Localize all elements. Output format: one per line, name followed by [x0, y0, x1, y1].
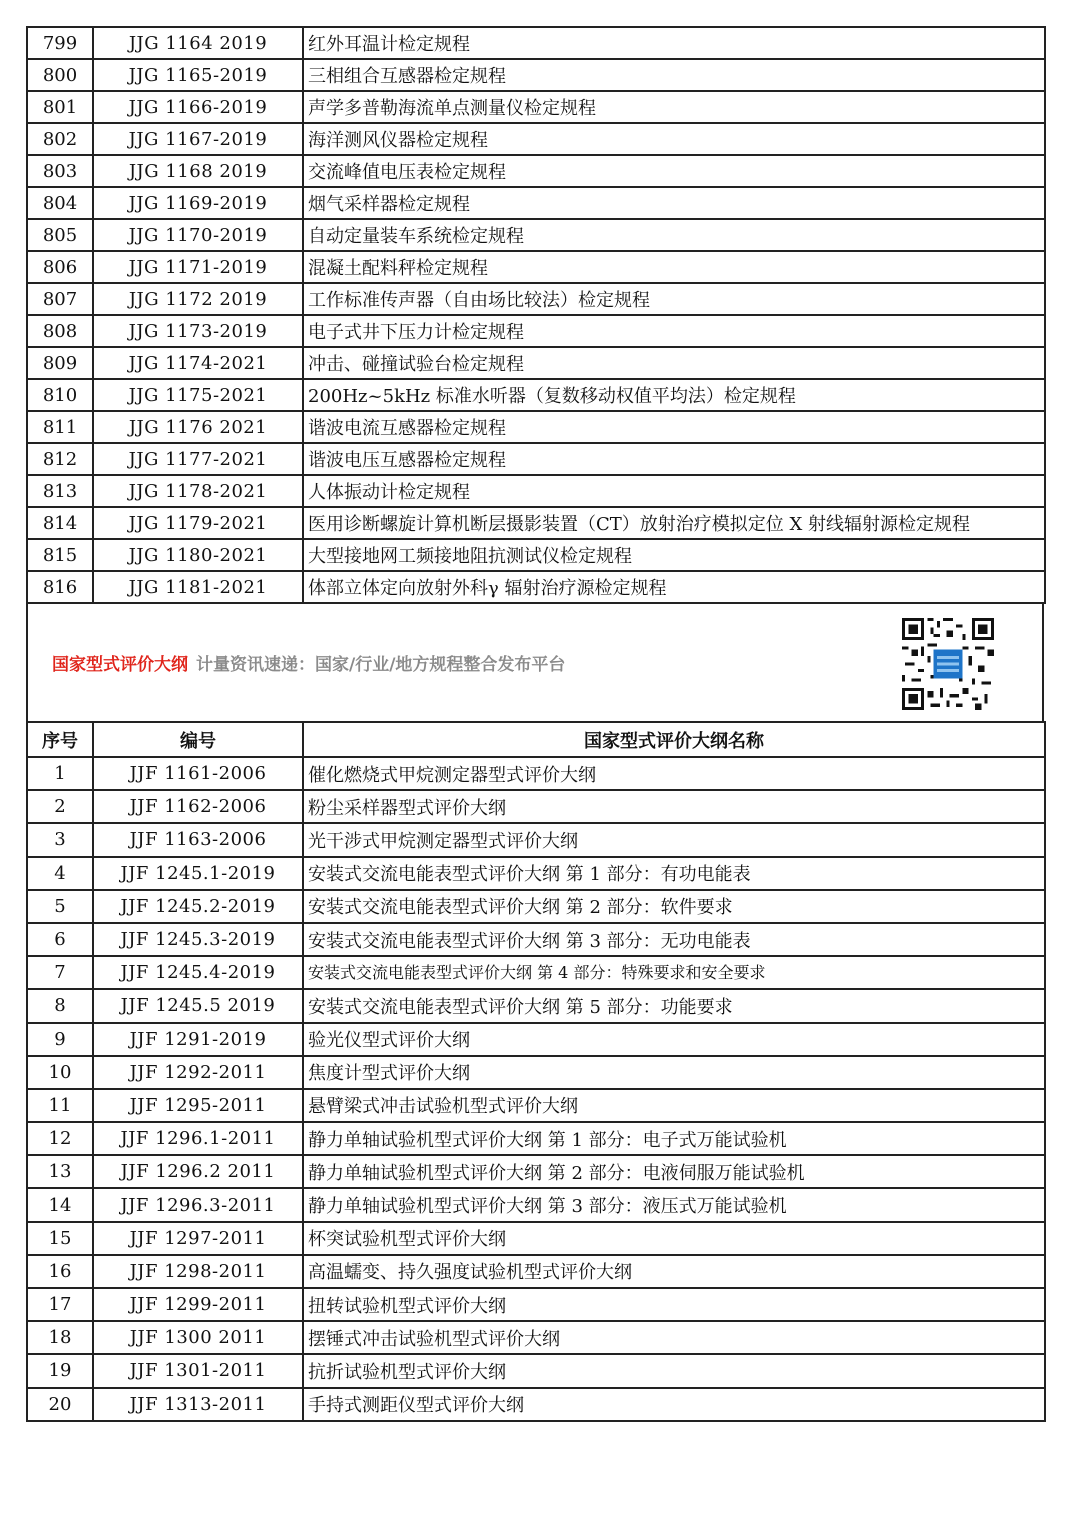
standard-name: 谐波电压互感器检定规程 — [303, 443, 1045, 475]
standard-code: JJF 1245.4-2019 — [93, 956, 303, 989]
row-number: 20 — [27, 1388, 93, 1421]
table-row — [27, 1354, 1045, 1387]
standard-name: 体部立体定向放射外科γ 辐射治疗源检定规程 — [303, 571, 1045, 603]
standard-name: 静力单轴试验机型式评价大纲 第 3 部分：液压式万能试验机 — [303, 1188, 1045, 1221]
row-number: 6 — [27, 923, 93, 956]
standard-name: 验光仪型式评价大纲 — [303, 1023, 1045, 1056]
row-number: 5 — [27, 890, 93, 923]
standard-code: JJG 1171-2019 — [93, 251, 303, 283]
row-number: 813 — [27, 475, 93, 507]
row-number: 14 — [27, 1188, 93, 1221]
standard-code: JJG 1166-2019 — [93, 91, 303, 123]
standard-name: 焦度计型式评价大纲 — [303, 1056, 1045, 1089]
standard-code: JJF 1297-2011 — [93, 1222, 303, 1255]
table-row — [27, 59, 1045, 91]
standard-code: JJF 1296.2 2011 — [93, 1155, 303, 1188]
standard-name: 烟气采样器检定规程 — [303, 187, 1045, 219]
standard-code: JJG 1180-2021 — [93, 539, 303, 571]
standard-name: 抗折试验机型式评价大纲 — [303, 1354, 1045, 1387]
table-row — [27, 443, 1045, 475]
standard-code: JJG 1168 2019 — [93, 155, 303, 187]
standard-name: 粉尘采样器型式评价大纲 — [303, 790, 1045, 823]
table-row — [27, 1288, 1045, 1321]
standard-name: 催化燃烧式甲烷测定器型式评价大纲 — [303, 757, 1045, 790]
row-number: 805 — [27, 219, 93, 251]
row-number: 815 — [27, 539, 93, 571]
standard-code: JJF 1296.1-2011 — [93, 1122, 303, 1155]
standard-code: JJF 1301-2011 — [93, 1354, 303, 1387]
row-number: 806 — [27, 251, 93, 283]
standard-name: 安装式交流电能表型式评价大纲 第 5 部分：功能要求 — [303, 989, 1045, 1022]
table-row — [27, 1023, 1045, 1056]
standard-name: 声学多普勒海流单点测量仪检定规程 — [303, 91, 1045, 123]
standard-name: 安装式交流电能表型式评价大纲 第 3 部分：无功电能表 — [303, 923, 1045, 956]
standard-code: JJG 1176 2021 — [93, 411, 303, 443]
standard-name: 摆锤式冲击试验机型式评价大纲 — [303, 1321, 1045, 1354]
table-row — [27, 379, 1045, 411]
standard-code: JJG 1175-2021 — [93, 379, 303, 411]
standard-code: JJG 1169-2019 — [93, 187, 303, 219]
regulation-table — [26, 26, 1046, 604]
table-row — [27, 539, 1045, 571]
standard-code: JJG 1178-2021 — [93, 475, 303, 507]
table-row — [27, 123, 1045, 155]
standard-code: JJF 1298-2011 — [93, 1255, 303, 1288]
standard-code: JJG 1164 2019 — [93, 27, 303, 59]
table-row — [27, 187, 1045, 219]
table-row — [27, 890, 1045, 923]
banner-subtitle: 计量资讯速递：国家/行业/地方规程整合发布平台 — [196, 655, 566, 675]
table-row — [27, 507, 1045, 539]
row-number: 10 — [27, 1056, 93, 1089]
standard-name: 安装式交流电能表型式评价大纲 第 4 部分：特殊要求和安全要求 — [303, 956, 1045, 989]
standard-code: JJG 1174-2021 — [93, 347, 303, 379]
table-row — [27, 219, 1045, 251]
standard-code: JJF 1161-2006 — [93, 757, 303, 790]
standard-code: JJF 1245.2-2019 — [93, 890, 303, 923]
standard-code: JJF 1162-2006 — [93, 790, 303, 823]
standard-code: JJF 1245.3-2019 — [93, 923, 303, 956]
row-number: 7 — [27, 956, 93, 989]
standard-code: JJF 1292-2011 — [93, 1056, 303, 1089]
table-row — [27, 155, 1045, 187]
table-row — [27, 1056, 1045, 1089]
standard-code: JJG 1165-2019 — [93, 59, 303, 91]
row-number: 12 — [27, 1122, 93, 1155]
row-number: 810 — [27, 379, 93, 411]
table-row — [27, 283, 1045, 315]
table-row — [27, 251, 1045, 283]
table-row — [27, 315, 1045, 347]
type-evaluation-table — [26, 721, 1046, 1422]
standard-name: 静力单轴试验机型式评价大纲 第 1 部分：电子式万能试验机 — [303, 1122, 1045, 1155]
header-no: 序号 — [27, 722, 93, 757]
table-row — [27, 823, 1045, 856]
standard-name: 200Hz~5kHz 标准水听器（复数移动权值平均法）检定规程 — [303, 379, 1045, 411]
row-number: 18 — [27, 1321, 93, 1354]
standard-name: 杯突试验机型式评价大纲 — [303, 1222, 1045, 1255]
table-row — [27, 1188, 1045, 1221]
row-number: 17 — [27, 1288, 93, 1321]
header-code: 编号 — [93, 722, 303, 757]
table-row — [27, 1089, 1045, 1122]
standard-code: JJG 1167-2019 — [93, 123, 303, 155]
standard-code: JJF 1296.3-2011 — [93, 1188, 303, 1221]
table-row — [27, 1388, 1045, 1421]
row-number: 814 — [27, 507, 93, 539]
standard-name: 混凝土配料秤检定规程 — [303, 251, 1045, 283]
table-row — [27, 411, 1045, 443]
row-number: 803 — [27, 155, 93, 187]
standard-name: 人体振动计检定规程 — [303, 475, 1045, 507]
standard-code: JJG 1179-2021 — [93, 507, 303, 539]
table-row — [27, 475, 1045, 507]
standard-code: JJF 1300 2011 — [93, 1321, 303, 1354]
row-number: 799 — [27, 27, 93, 59]
standard-code: JJF 1295-2011 — [93, 1089, 303, 1122]
row-number: 8 — [27, 989, 93, 1022]
standard-code: JJF 1163-2006 — [93, 823, 303, 856]
row-number: 2 — [27, 790, 93, 823]
standard-name: 高温蠕变、持久强度试验机型式评价大纲 — [303, 1255, 1045, 1288]
row-number: 807 — [27, 283, 93, 315]
banner-text — [52, 650, 565, 675]
standard-name: 电子式井下压力计检定规程 — [303, 315, 1045, 347]
standard-code: JJG 1181-2021 — [93, 571, 303, 603]
standard-code: JJF 1245.1-2019 — [93, 857, 303, 890]
standard-code: JJG 1177-2021 — [93, 443, 303, 475]
table-row — [27, 571, 1045, 603]
table-row — [27, 923, 1045, 956]
standard-name: 光干涉式甲烷测定器型式评价大纲 — [303, 823, 1045, 856]
standard-code: JJG 1172 2019 — [93, 283, 303, 315]
row-number: 809 — [27, 347, 93, 379]
table-row — [27, 1122, 1045, 1155]
standard-code: JJG 1173-2019 — [93, 315, 303, 347]
row-number: 808 — [27, 315, 93, 347]
row-number: 3 — [27, 823, 93, 856]
table-row — [27, 757, 1045, 790]
standard-name: 海洋测风仪器检定规程 — [303, 123, 1045, 155]
header-name: 国家型式评价大纲名称 — [303, 722, 1045, 757]
row-number: 1 — [27, 757, 93, 790]
standard-name: 工作标准传声器（自由场比较法）检定规程 — [303, 283, 1045, 315]
section-banner — [26, 604, 1044, 721]
table-row — [27, 956, 1045, 989]
standard-name: 医用诊断螺旋计算机断层摄影装置（CT）放射治疗模拟定位 X 射线辐射源检定规程 — [303, 507, 1045, 539]
table-row — [27, 989, 1045, 1022]
row-number: 15 — [27, 1222, 93, 1255]
type-evaluation-table-body — [27, 757, 1045, 1421]
row-number: 804 — [27, 187, 93, 219]
row-number: 800 — [27, 59, 93, 91]
row-number: 811 — [27, 411, 93, 443]
standard-name: 交流峰值电压表检定规程 — [303, 155, 1045, 187]
standard-name: 三相组合互感器检定规程 — [303, 59, 1045, 91]
standard-name: 安装式交流电能表型式评价大纲 第 2 部分：软件要求 — [303, 890, 1045, 923]
standard-name: 自动定量装车系统检定规程 — [303, 219, 1045, 251]
banner-title: 国家型式评价大纲 — [52, 655, 188, 675]
table-header-row — [27, 722, 1045, 757]
table-row — [27, 790, 1045, 823]
table-row — [27, 857, 1045, 890]
row-number: 19 — [27, 1354, 93, 1387]
table-row — [27, 27, 1045, 59]
document-sheet — [26, 26, 1044, 1422]
standard-code: JJF 1291-2019 — [93, 1023, 303, 1056]
row-number: 9 — [27, 1023, 93, 1056]
standard-name: 手持式测距仪型式评价大纲 — [303, 1388, 1045, 1421]
row-number: 13 — [27, 1155, 93, 1188]
row-number: 802 — [27, 123, 93, 155]
table-row — [27, 91, 1045, 123]
standard-name: 静力单轴试验机型式评价大纲 第 2 部分：电液伺服万能试验机 — [303, 1155, 1045, 1188]
standard-name: 冲击、碰撞试验台检定规程 — [303, 347, 1045, 379]
standard-name: 扭转试验机型式评价大纲 — [303, 1288, 1045, 1321]
standard-name: 大型接地网工频接地阻抗测试仪检定规程 — [303, 539, 1045, 571]
table-row — [27, 1255, 1045, 1288]
table-row — [27, 1155, 1045, 1188]
standard-code: JJF 1299-2011 — [93, 1288, 303, 1321]
qr-code-icon — [902, 618, 994, 710]
standard-name: 谐波电流互感器检定规程 — [303, 411, 1045, 443]
standard-name: 悬臂梁式冲击试验机型式评价大纲 — [303, 1089, 1045, 1122]
row-number: 801 — [27, 91, 93, 123]
row-number: 16 — [27, 1255, 93, 1288]
table-row — [27, 347, 1045, 379]
row-number: 812 — [27, 443, 93, 475]
standard-code: JJG 1170-2019 — [93, 219, 303, 251]
standard-code: JJF 1245.5 2019 — [93, 989, 303, 1022]
row-number: 4 — [27, 857, 93, 890]
table-row — [27, 1222, 1045, 1255]
row-number: 816 — [27, 571, 93, 603]
standard-code: JJF 1313-2011 — [93, 1388, 303, 1421]
row-number: 11 — [27, 1089, 93, 1122]
standard-name: 红外耳温计检定规程 — [303, 27, 1045, 59]
table-row — [27, 1321, 1045, 1354]
standard-name: 安装式交流电能表型式评价大纲 第 1 部分：有功电能表 — [303, 857, 1045, 890]
regulation-table-body — [27, 27, 1045, 603]
